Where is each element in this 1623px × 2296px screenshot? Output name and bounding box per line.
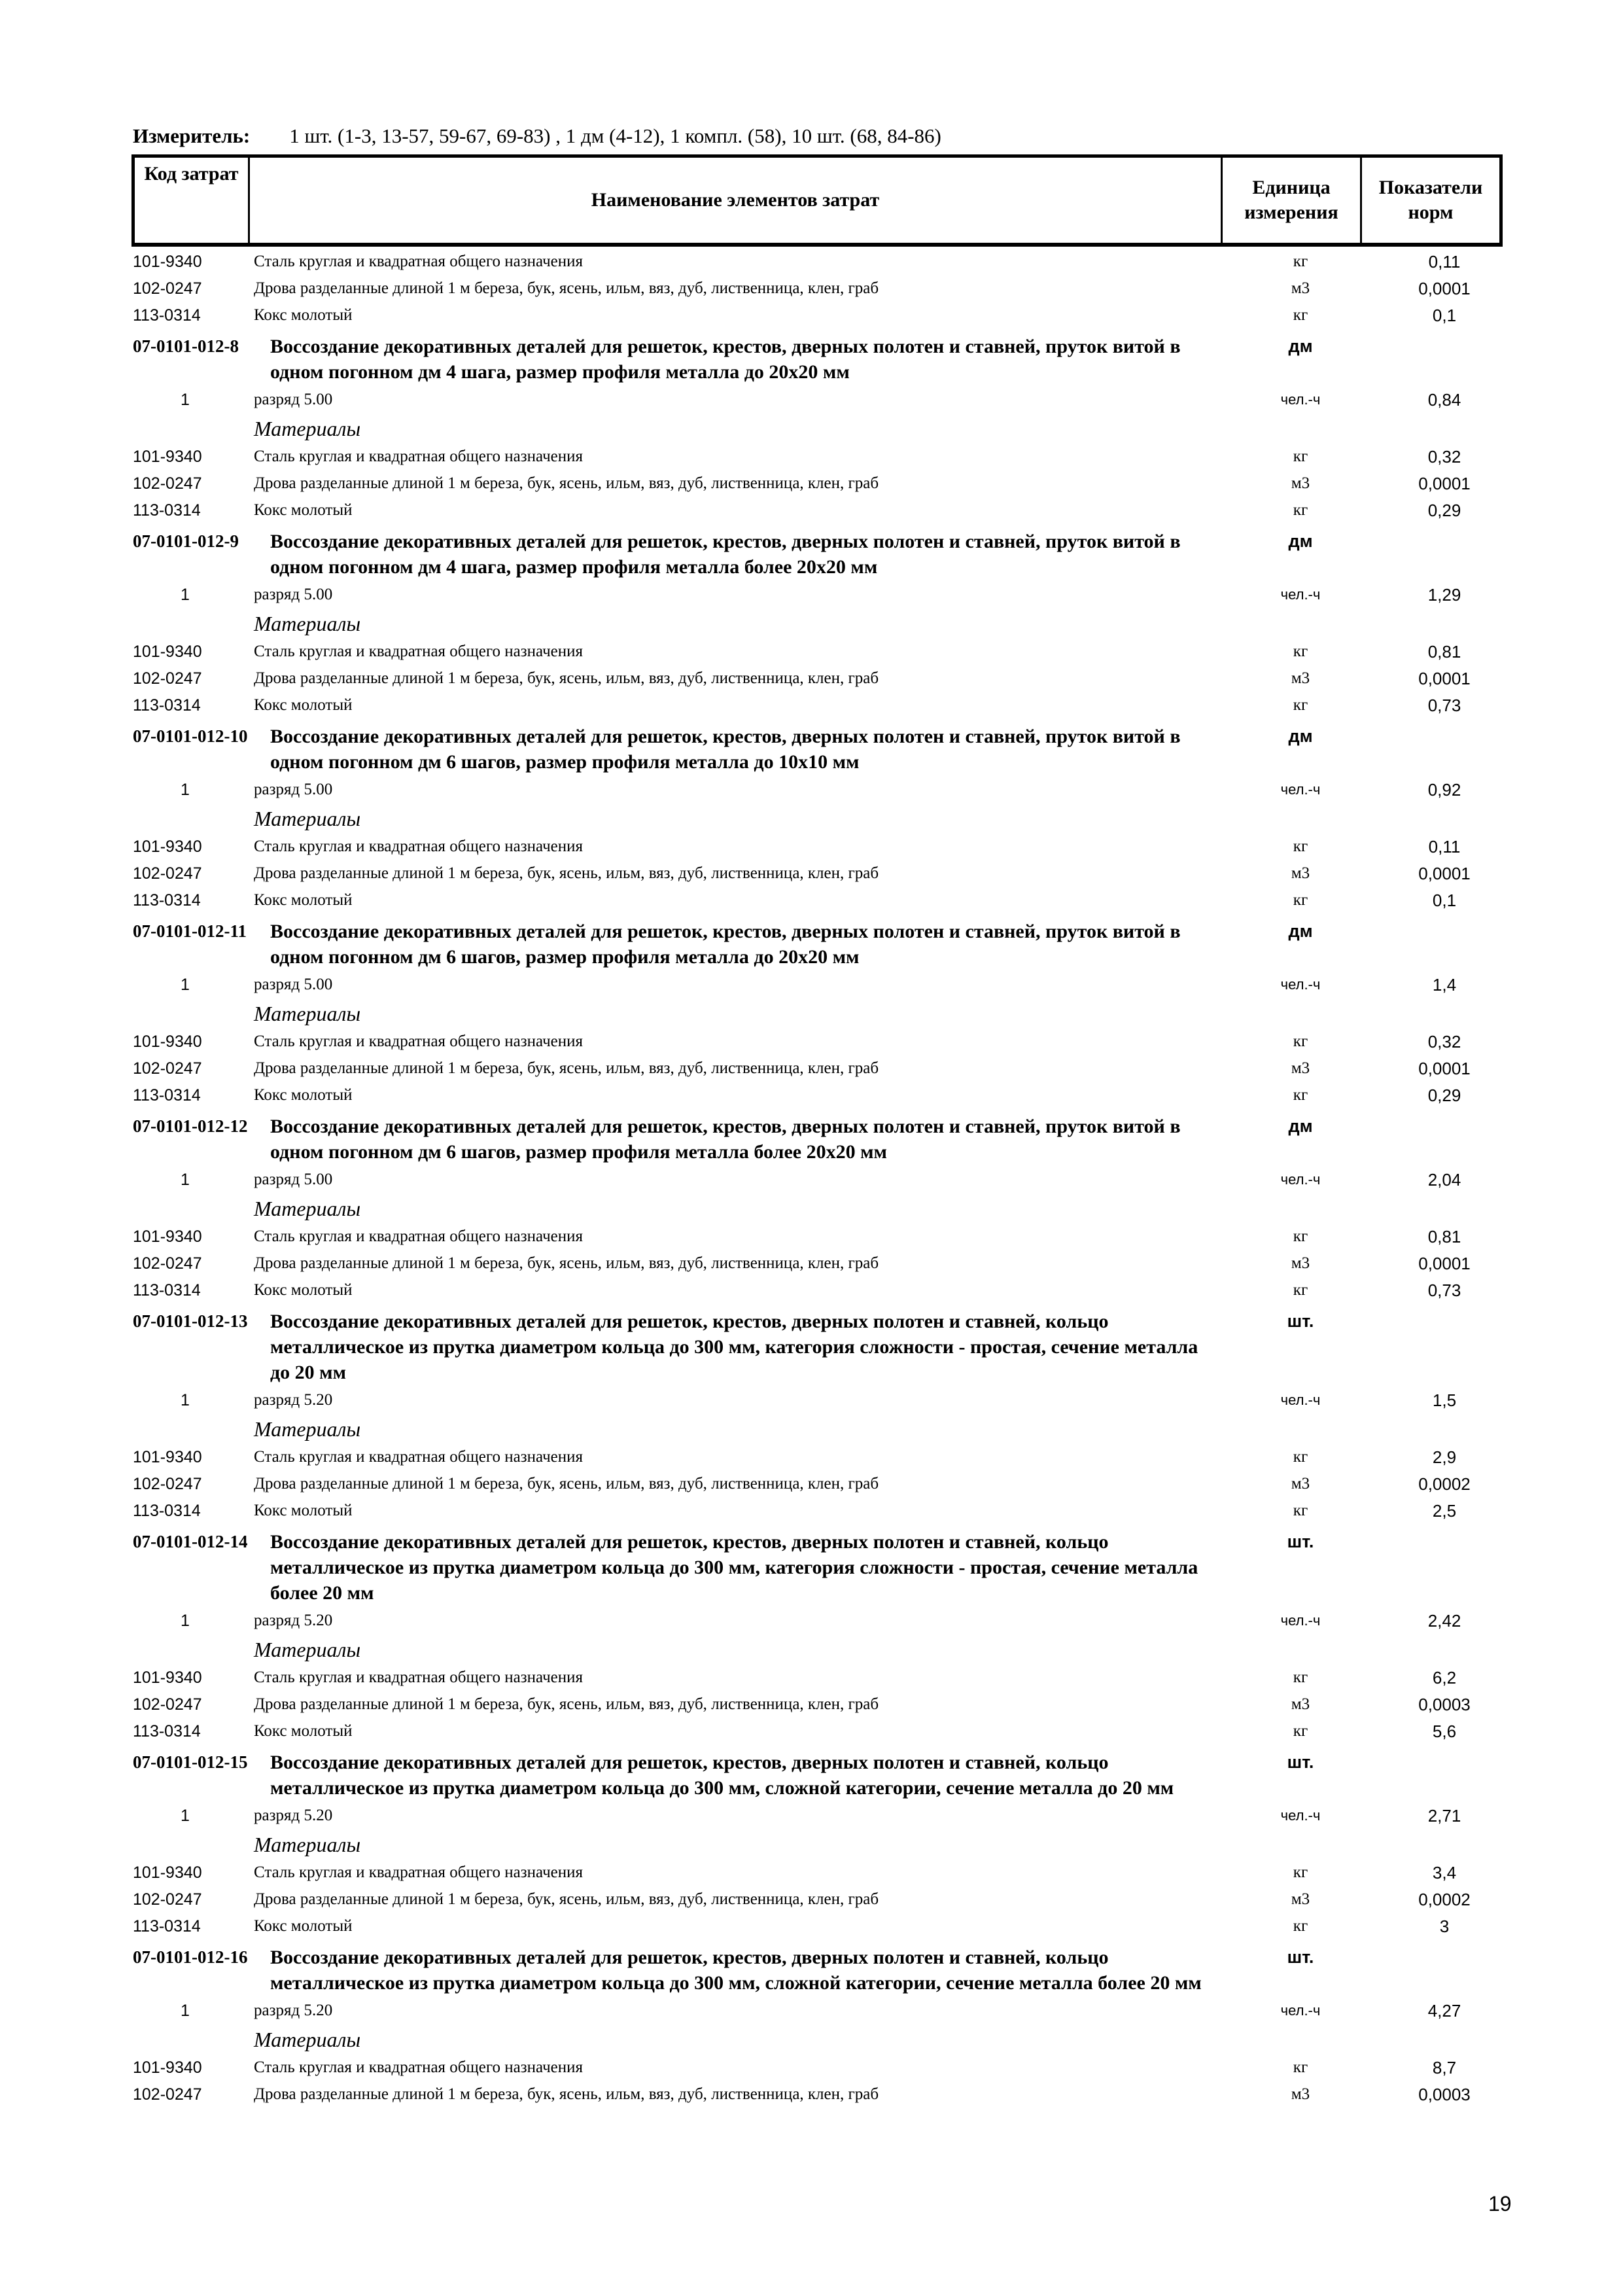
cost-value: 6,2 [1432,1668,1457,1687]
section-title: Воссоздание декоративных деталей для решеток, крестов, дверных полотен и ставней, кольцо металлическое из прутка диаметром кольца до 300 мм, сложной категории, сечение металла более 20 мм [270,1947,1202,1994]
cost-unit: кг [1293,1917,1308,1935]
cost-code: 101-9340 [133,643,202,661]
labor-row [133,584,1507,610]
cost-name: Сталь круглая и квадратная общего назначения [254,253,584,270]
cost-name: Дрова разделанные длиной 1 м береза, бук, ясень, ильм, вяз, дуб, лиственница, клен, граб [254,1475,879,1492]
cost-unit: кг [1293,501,1308,519]
cost-value: 2,42 [1427,1611,1461,1631]
material-row [133,1720,1507,1750]
cost-value: 0,0001 [1418,1059,1471,1078]
cost-value: 0,11 [1428,837,1461,857]
cost-name: разряд 5.00 [254,976,333,993]
section-code: 07-0101-012-10 [133,726,248,746]
cost-unit: кг [1293,838,1308,855]
cost-value: 0,0001 [1418,669,1471,688]
cost-name: разряд 5.00 [254,391,333,408]
cost-value: 0,1 [1432,891,1457,910]
header-unit: Единица измерения [1223,158,1362,243]
materials-label: Материалы [254,417,361,440]
page-number: 19 [1488,2192,1512,2216]
section-unit: шт. [1287,1532,1314,1551]
material-row [133,1862,1507,1888]
cost-unit: кг [1293,1722,1308,1740]
material-row [133,1667,1507,1693]
cost-code: 101-9340 [133,1227,202,1246]
measure-line [133,124,941,148]
cost-code: 102-0247 [133,1890,202,1909]
cost-unit: кг [1293,448,1308,465]
cost-code: 102-0247 [133,864,202,883]
cost-name: Дрова разделанные длиной 1 м береза, бук, ясень, ильм, вяз, дуб, лиственница, клен, граб [254,669,879,687]
cost-value: 0,73 [1427,696,1461,715]
cost-unit: кг [1293,1863,1308,1881]
cost-value: 1,5 [1432,1390,1457,1410]
cost-value: 0,0003 [1418,2085,1471,2104]
section-title: Воссоздание декоративных деталей для решеток, крестов, дверных полотен и ставней, кольцо металлическое из прутка диаметром кольца до 300 мм, сложной категории, сечение металла до 20 мм [270,1752,1174,1799]
section-title-row [133,529,1507,584]
cost-code: 101-9340 [133,448,202,466]
material-row [133,836,1507,862]
labor-row [133,2000,1507,2026]
materials-label: Материалы [254,1638,361,1661]
cost-unit: кг [1293,1669,1308,1686]
cost-code: 101-9340 [133,1448,202,1466]
section-unit: шт. [1287,1752,1314,1772]
cost-name: Дрова разделанные длиной 1 м береза, бук, ясень, ильм, вяз, дуб, лиственница, клен, граб [254,1059,879,1077]
cost-unit: кг [1293,2058,1308,2076]
cost-unit: м3 [1291,1695,1310,1713]
labor-row [133,1610,1507,1636]
section-title-row [133,334,1507,389]
material-row [133,1084,1507,1114]
cost-value: 0,32 [1427,1032,1461,1051]
cost-name: разряд 5.20 [254,2002,333,2019]
section-title-row [133,1309,1507,1389]
cost-name: Сталь круглая и квадратная общего назначения [254,448,584,465]
cost-name: Кокс молотый [254,1086,353,1104]
cost-value: 5,6 [1432,1722,1457,1741]
cost-unit: м3 [1291,1059,1310,1077]
cost-value: 3 [1439,1916,1450,1936]
section-title: Воссоздание декоративных деталей для решеток, крестов, дверных полотен и ставней, пруток витой в одном погонном дм 4 шага, размер профиля металла до 20х20 мм [270,336,1181,383]
cost-unit: кг [1293,1502,1308,1519]
section-title: Воссоздание декоративных деталей для решеток, крестов, дверных полотен и ставней, кольцо металлическое из прутка диаметром кольца до 300 мм, категория сложности - простая, сечение металла более 20 мм [270,1531,1198,1604]
cost-code: 1 [181,586,190,604]
material-row [133,1693,1507,1720]
cost-name: Дрова разделанные длиной 1 м береза, бук, ясень, ильм, вяз, дуб, лиственница, клен, граб [254,2085,879,2103]
cost-name: Дрова разделанные длиной 1 м береза, бук, ясень, ильм, вяз, дуб, лиственница, клен, граб [254,279,879,297]
cost-unit: чел.-ч [1280,2002,1321,2019]
cost-name: Сталь круглая и квадратная общего назначения [254,1448,584,1466]
cost-unit: чел.-ч [1280,781,1321,798]
cost-code: 1 [181,1391,190,1409]
cost-value: 2,71 [1427,1806,1461,1826]
materials-label: Материалы [254,1417,361,1441]
material-row [133,1888,1507,1915]
cost-code: 101-9340 [133,253,202,271]
labor-row [133,1805,1507,1831]
material-row [133,694,1507,724]
materials-label: Материалы [254,612,361,635]
cost-value: 0,0001 [1418,1254,1471,1273]
section-title: Воссоздание декоративных деталей для решеток, крестов, дверных полотен и ставней, пруток витой в одном погонном дм 6 шагов, размер профиля металла до 20х20 мм [270,921,1181,968]
cost-code: 102-0247 [133,1695,202,1714]
material-row [133,1279,1507,1309]
cost-unit: м3 [1291,864,1310,882]
cost-code: 102-0247 [133,1475,202,1493]
cost-unit: кг [1293,1086,1308,1104]
cost-code: 113-0314 [133,1281,201,1299]
section-code: 07-0101-012-16 [133,1947,248,1967]
cost-name: разряд 5.00 [254,781,333,798]
labor-row [133,779,1507,805]
cost-name: разряд 5.00 [254,1171,333,1188]
material-row [133,499,1507,529]
material-row [133,251,1507,277]
cost-code: 102-0247 [133,474,202,493]
cost-code: 1 [181,1171,190,1189]
cost-unit: м3 [1291,1890,1310,1908]
material-row [133,862,1507,889]
table-header [131,154,1503,247]
cost-name: Дрова разделанные длиной 1 м береза, бук, ясень, ильм, вяз, дуб, лиственница, клен, граб [254,864,879,882]
section-code: 07-0101-012-9 [133,531,239,551]
section-unit: дм [1288,531,1313,551]
cost-name: разряд 5.20 [254,1807,333,1824]
section-unit: дм [1288,336,1313,356]
materials-label: Материалы [254,1197,361,1220]
cost-value: 0,73 [1427,1280,1461,1300]
cost-name: Дрова разделанные длиной 1 м береза, бук, ясень, ильм, вяз, дуб, лиственница, клен, граб [254,474,879,492]
cost-code: 1 [181,781,190,799]
cost-code: 1 [181,2002,190,2020]
cost-value: 0,32 [1427,447,1461,467]
cost-name: Кокс молотый [254,696,353,714]
section-unit: шт. [1287,1947,1314,1967]
section-unit: дм [1288,1116,1313,1136]
cost-name: Кокс молотый [254,1917,353,1935]
cost-code: 113-0314 [133,1502,201,1520]
cost-value: 0,0002 [1418,1474,1471,1494]
cost-unit: м3 [1291,669,1310,687]
material-row [133,641,1507,667]
materials-label: Материалы [254,1002,361,1025]
cost-unit: чел.-ч [1280,1171,1321,1188]
section-unit: шт. [1287,1311,1314,1331]
labor-row [133,1169,1507,1195]
cost-name: Дрова разделанные длиной 1 м береза, бук, ясень, ильм, вяз, дуб, лиственница, клен, граб [254,1695,879,1713]
measure-label: Измеритель: [133,124,251,147]
section-code: 07-0101-012-13 [133,1311,248,1331]
cost-unit: кг [1293,1448,1308,1466]
cost-name: Кокс молотый [254,501,353,519]
section-title-row [133,919,1507,974]
cost-value: 0,1 [1432,306,1457,325]
cost-name: разряд 5.20 [254,1391,333,1409]
cost-name: разряд 5.00 [254,586,333,603]
section-title-row [133,1750,1507,1805]
cost-code: 113-0314 [133,1722,201,1740]
cost-value: 8,7 [1432,2058,1457,2077]
cost-name: Сталь круглая и квадратная общего назначения [254,643,584,660]
cost-unit: м3 [1291,474,1310,492]
labor-row [133,1389,1507,1416]
cost-code: 102-0247 [133,669,202,688]
cost-value: 2,5 [1432,1501,1457,1521]
cost-code: 113-0314 [133,306,201,325]
section-title-row [133,1114,1507,1169]
measure-text: 1 шт. (1-3, 13-57, 59-67, 69-83) , 1 дм (4-12), 1 компл. (58), 10 шт. (68, 84-86) [289,124,941,147]
section-title-row [133,1529,1507,1610]
cost-code: 1 [181,976,190,994]
cost-unit: кг [1293,1227,1308,1245]
cost-value: 0,0001 [1418,474,1471,493]
materials-label: Материалы [254,2028,361,2051]
cost-name: Сталь круглая и квадратная общего назначения [254,2058,584,2076]
cost-name: Сталь круглая и квадратная общего назначения [254,1863,584,1881]
cost-code: 1 [181,391,190,409]
material-row [133,1057,1507,1084]
cost-value: 0,0002 [1418,1890,1471,1909]
cost-name: Сталь круглая и квадратная общего назначения [254,1669,584,1686]
cost-value: 0,81 [1427,642,1461,662]
cost-unit: кг [1293,306,1308,324]
cost-value: 0,81 [1427,1227,1461,1246]
cost-name: Сталь круглая и квадратная общего назначения [254,838,584,855]
material-row [133,1473,1507,1500]
labor-row [133,389,1507,415]
cost-name: Дрова разделанные длиной 1 м береза, бук, ясень, ильм, вяз, дуб, лиственница, клен, граб [254,1254,879,1272]
cost-value: 0,84 [1427,390,1461,410]
cost-code: 102-0247 [133,1254,202,1273]
cost-value: 2,9 [1432,1447,1457,1467]
cost-value: 0,0001 [1418,279,1471,298]
material-row [133,1252,1507,1279]
section-code: 07-0101-012-8 [133,336,239,356]
materials-label: Материалы [254,807,361,830]
cost-code: 102-0247 [133,1059,202,1078]
cost-name: Кокс молотый [254,891,353,909]
cost-unit: чел.-ч [1280,976,1321,993]
cost-code: 1 [181,1612,190,1630]
material-row [133,446,1507,472]
cost-name: Сталь круглая и квадратная общего назначения [254,1033,584,1050]
material-row [133,304,1507,334]
cost-value: 0,29 [1427,501,1461,520]
cost-unit: кг [1293,1033,1308,1050]
cost-code: 113-0314 [133,696,201,715]
cost-unit: чел.-ч [1280,586,1321,603]
cost-name: разряд 5.20 [254,1612,333,1629]
section-title: Воссоздание декоративных деталей для решеток, крестов, дверных полотен и ставней, пруток витой в одном погонном дм 4 шага, размер профиля металла более 20х20 мм [270,531,1181,578]
cost-unit: м3 [1291,2085,1310,2103]
cost-code: 113-0314 [133,1917,201,1935]
cost-unit: кг [1293,643,1308,660]
cost-value: 0,0003 [1418,1695,1471,1714]
section-code: 07-0101-012-15 [133,1752,248,1772]
cost-name: Кокс молотый [254,1722,353,1740]
material-row [133,1500,1507,1529]
section-title-row [133,724,1507,779]
cost-value: 1,4 [1432,975,1457,995]
cost-code: 101-9340 [133,1669,202,1687]
cost-code: 113-0314 [133,501,201,520]
cost-code: 113-0314 [133,1086,201,1104]
cost-value: 0,92 [1427,780,1461,800]
material-row [133,1446,1507,1473]
material-row [133,667,1507,694]
section-code: 07-0101-012-11 [133,921,247,941]
cost-name: Дрова разделанные длиной 1 м береза, бук, ясень, ильм, вяз, дуб, лиственница, клен, граб [254,1890,879,1908]
labor-row [133,974,1507,1000]
cost-name: Кокс молотый [254,306,353,324]
material-row [133,1915,1507,1945]
header-name: Наименование элементов затрат [250,158,1223,243]
cost-value: 2,04 [1427,1170,1461,1190]
cost-unit: кг [1293,1281,1308,1299]
section-title: Воссоздание декоративных деталей для решеток, крестов, дверных полотен и ставней, пруток витой в одном погонном дм 6 шагов, размер профиля металла до 10х10 мм [270,726,1181,773]
cost-name: Кокс молотый [254,1281,353,1299]
cost-code: 102-0247 [133,279,202,298]
section-title-row [133,1945,1507,2000]
header-code: Код затрат [135,158,250,243]
cost-unit: кг [1293,696,1308,714]
cost-value: 3,4 [1432,1863,1457,1882]
section-unit: дм [1288,726,1313,746]
material-row [133,2083,1507,2113]
cost-unit: кг [1293,891,1308,909]
cost-code: 1 [181,1807,190,1825]
cost-unit: м3 [1291,279,1310,297]
material-row [133,1226,1507,1252]
cost-code: 101-9340 [133,2058,202,2077]
cost-code: 113-0314 [133,891,201,910]
material-row [133,472,1507,499]
section-code: 07-0101-012-14 [133,1532,248,1551]
cost-code: 101-9340 [133,838,202,856]
material-row [133,1031,1507,1057]
header-norm: Показатели норм [1378,177,1483,223]
cost-unit: чел.-ч [1280,391,1321,408]
cost-unit: чел.-ч [1280,1612,1321,1629]
cost-unit: кг [1293,253,1308,270]
section-unit: дм [1288,921,1313,941]
material-row [133,889,1507,919]
cost-value: 0,29 [1427,1086,1461,1105]
section-code: 07-0101-012-12 [133,1116,248,1136]
cost-name: Кокс молотый [254,1502,353,1519]
cost-name: Сталь круглая и квадратная общего назначения [254,1227,584,1245]
norms-table-body [133,251,1507,2113]
section-title: Воссоздание декоративных деталей для решеток, крестов, дверных полотен и ставней, кольцо металлическое из прутка диаметром кольца до 300 мм, категория сложности - простая, сечение металла до 20 мм [270,1311,1198,1383]
cost-unit: чел.-ч [1280,1807,1321,1824]
materials-label: Материалы [254,1833,361,1856]
cost-unit: м3 [1291,1475,1310,1492]
cost-unit: чел.-ч [1280,1392,1321,1408]
cost-code: 101-9340 [133,1863,202,1882]
cost-code: 102-0247 [133,2085,202,2104]
cost-code: 101-9340 [133,1033,202,1051]
cost-value: 0,0001 [1418,864,1471,883]
material-row [133,277,1507,304]
cost-value: 1,29 [1427,585,1461,605]
cost-unit: м3 [1291,1254,1310,1272]
section-title: Воссоздание декоративных деталей для решеток, крестов, дверных полотен и ставней, пруток витой в одном погонном дм 6 шагов, размер профиля металла более 20х20 мм [270,1116,1181,1163]
cost-value: 4,27 [1427,2001,1461,2021]
material-row [133,2057,1507,2083]
cost-value: 0,11 [1428,252,1461,272]
